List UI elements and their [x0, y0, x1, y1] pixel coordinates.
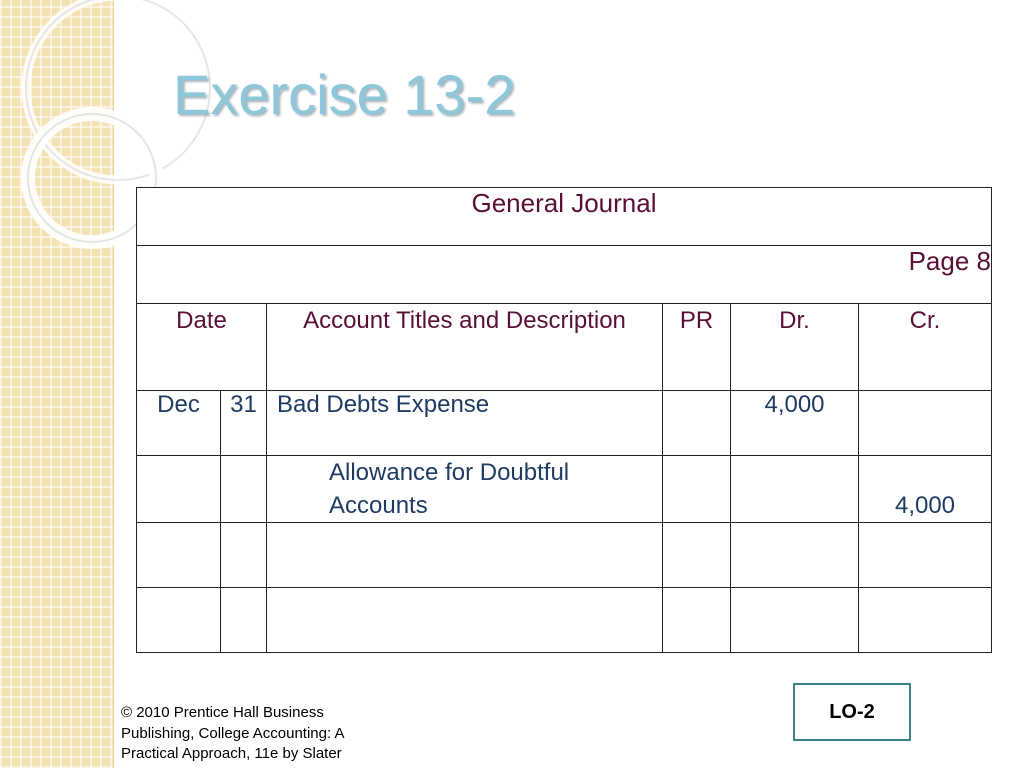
table-row	[137, 456, 992, 523]
entry-month	[137, 523, 221, 588]
entry-credit: 4,000	[859, 456, 992, 523]
entry-month	[137, 456, 221, 523]
entry-account: Allowance for Doubtful Accounts	[267, 456, 663, 523]
header-pr: PR	[663, 304, 731, 391]
entry-day	[221, 456, 267, 523]
table-row	[137, 523, 992, 588]
copyright-footer: © 2010 Prentice Hall Business Publishing, College Accounting: A Practical Approach, 11e by Slater	[121, 704, 344, 762]
entry-day	[221, 523, 267, 588]
entry-credit	[859, 391, 992, 456]
slide-title: Exercise 13-2	[173, 63, 516, 126]
entry-day: 31	[221, 391, 267, 456]
journal-page-number: Page 8	[137, 246, 992, 304]
entry-pr	[663, 523, 731, 588]
entry-pr	[663, 456, 731, 523]
journal-title: General Journal	[137, 188, 992, 246]
general-journal-table	[136, 187, 992, 653]
header-credit: Cr.	[859, 304, 992, 391]
journal-header-row	[137, 304, 992, 391]
entry-month: Dec	[137, 391, 221, 456]
learning-objective-badge: LO-2	[793, 683, 911, 741]
header-account-titles: Account Titles and Description	[267, 304, 663, 391]
entry-account	[267, 523, 663, 588]
entry-credit	[859, 523, 992, 588]
entry-account: Bad Debts Expense	[267, 391, 663, 456]
entry-pr	[663, 391, 731, 456]
journal-title-row	[137, 188, 992, 246]
entry-debit	[731, 523, 859, 588]
entry-day	[221, 588, 267, 653]
journal-page-row	[137, 246, 992, 304]
entry-pr	[663, 588, 731, 653]
entry-debit	[731, 588, 859, 653]
entry-account	[267, 588, 663, 653]
header-debit: Dr.	[731, 304, 859, 391]
table-row	[137, 588, 992, 653]
entry-credit	[859, 588, 992, 653]
table-row	[137, 391, 992, 456]
entry-month	[137, 588, 221, 653]
entry-debit	[731, 456, 859, 523]
entry-debit: 4,000	[731, 391, 859, 456]
header-date: Date	[137, 304, 267, 391]
